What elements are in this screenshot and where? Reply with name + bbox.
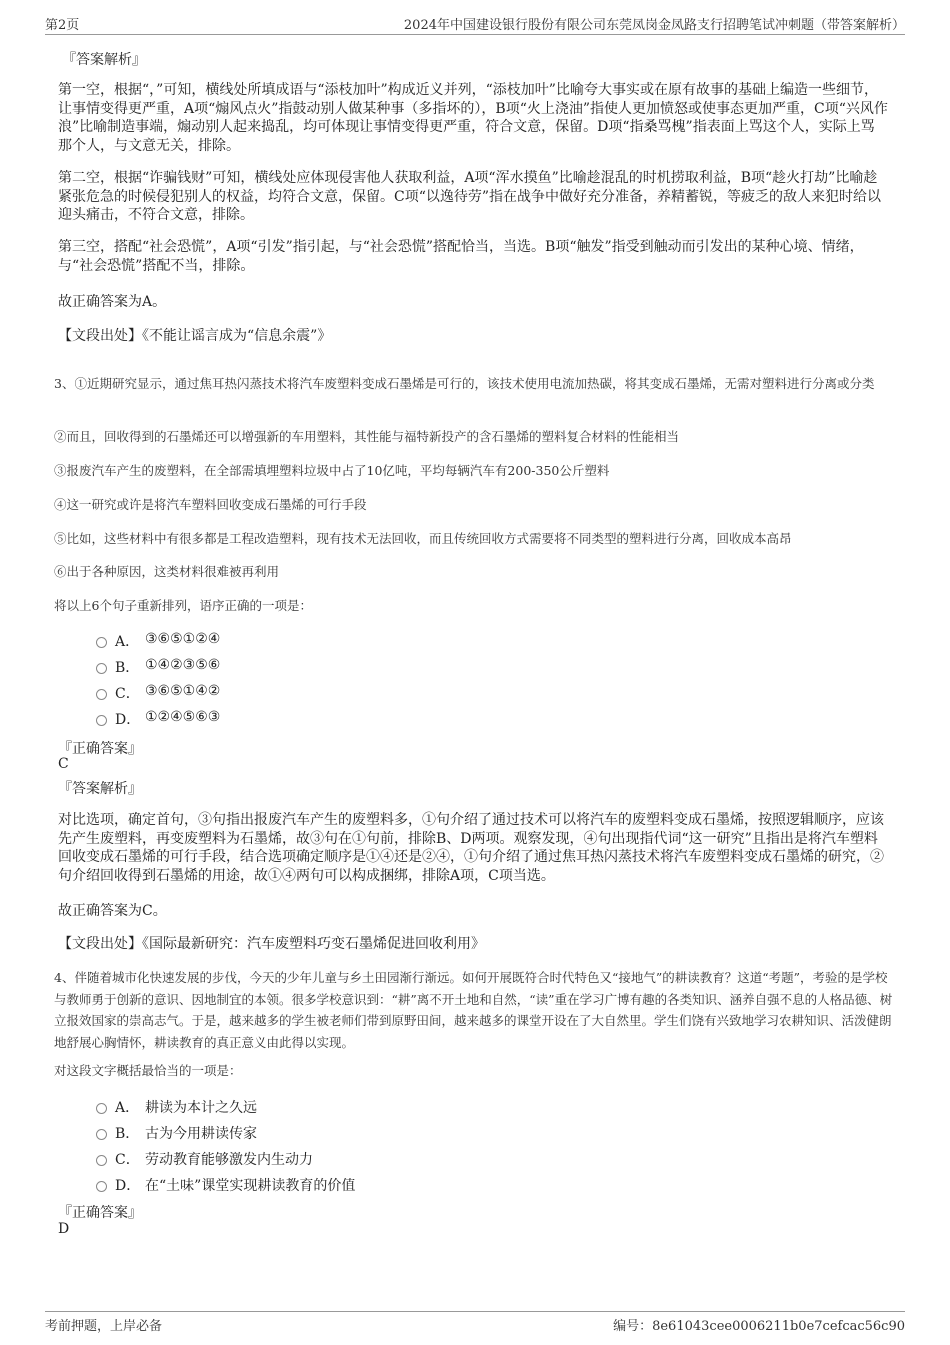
option-letter: D． <box>115 1178 141 1194</box>
radio-icon[interactable] <box>96 663 107 674</box>
radio-icon[interactable] <box>96 1155 107 1166</box>
page-number: 第2页 <box>45 18 80 33</box>
source-citation: 【文段出处】《国际最新研究：汽车废塑料巧变石墨烯促进回收利用》 <box>58 936 485 952</box>
page-header <box>45 14 905 35</box>
option-text: ③⑥⑤①④② <box>145 683 221 699</box>
question-sentence: ④这一研究或许是将汽车塑料回收变成石墨烯的可行手段 <box>54 497 367 512</box>
question-sentence: 3、①近期研究显示，通过焦耳热闪蒸技术将汽车废塑料变成石墨烯是可行的，该技术使用电流加热碳，将其变成石墨烯，无需对塑料进行分离或分类 <box>54 376 875 391</box>
analysis-paragraph: 第二空，根据“诈骗钱财”可知，横线处应体现侵害他人获取利益，A项“浑水摸鱼”比喻趁混乱的时机捞取利益，B项“趁火打劫”比喻趁紧张危急的时候侵犯别人的权益，均符合文意，保留。C项“以逸待劳”指在战争中做好充分准备，养精蓄锐，等疲乏的敌人来犯时给以迎头痛击，不符合文意，排除。 <box>58 170 882 223</box>
radio-icon[interactable] <box>96 1181 107 1192</box>
option-letter: C． <box>115 686 140 702</box>
correct-answer-label: 『正确答案』 <box>58 1205 142 1221</box>
analysis-label: 『答案解析』 <box>58 781 142 797</box>
option-text: ①②④⑤⑥③ <box>145 709 221 725</box>
correct-answer-label: 『正确答案』 <box>58 741 142 757</box>
footer-slogan: 考前押题，上岸必备 <box>45 1319 163 1334</box>
question-prompt: 对这段文字概括最恰当的一项是： <box>54 1063 242 1078</box>
option-text: ①④②③⑤⑥ <box>145 657 221 673</box>
question-sentence: ③报废汽车产生的废塑料，在全部需填埋塑料垃圾中占了10亿吨，平均每辆汽车有200-350公斤塑料 <box>54 463 610 478</box>
option-text: 劳动教育能够激发内生动力 <box>145 1152 313 1168</box>
correct-answer: C <box>58 756 69 772</box>
radio-icon[interactable] <box>96 715 107 726</box>
document-title: 2024年中国建设银行股份有限公司东莞凤岗金凤路支行招聘笔试冲刺题（带答案解析） <box>403 18 905 33</box>
source-citation: 【文段出处】《不能让谣言成为“信息余震”》 <box>58 328 332 344</box>
analysis-paragraph: 第三空，搭配“社会恐慌”，A项“引发”指引起，与“社会恐慌”搭配恰当，当选。B项“触发”指受到触动而引发出的某种心境、情绪，与“社会恐慌”搭配不当，排除。 <box>58 239 864 274</box>
page-footer <box>45 1311 905 1336</box>
option-text: 古为今用耕读传家 <box>145 1126 257 1142</box>
question-sentence: ⑤比如，这些材料中有很多都是工程改造塑料，现有技术无法回收，而且传统回收方式需要将不同类型的塑料进行分离，回收成本高昂 <box>54 531 792 546</box>
question-sentence: ⑥出于各种原因，这类材料很难被再利用 <box>54 564 280 579</box>
radio-icon[interactable] <box>96 1103 107 1114</box>
option-letter: D． <box>115 712 141 728</box>
question-passage: 4、伴随着城市化快速发展的步伐，今天的少年儿童与乡土田园渐行渐远。如何开展既符合时代特色又“接地气”的耕读教育？这道“考题”，考验的是学校与教师勇于创新的意识、因地制宜的本领。很多学校意识到：“耕”离不开土地和自然，“读”重在学习广博有趣的各类知识、涵养自强不息的人格品德、树立报效国家的崇高志气。于是，越来越多的学生被老师们带到原野田间，越来越多的课堂开设在了大自然里。学生们饶有兴致地学习农耕知识、活泼健朗地舒展心胸情怀，耕读教育的真正意义由此得以实现。 <box>54 970 893 1050</box>
option-text: ③⑥⑤①②④ <box>145 631 221 647</box>
analysis-label: 『答案解析』 <box>62 52 146 68</box>
correct-answer: D <box>58 1221 70 1237</box>
radio-icon[interactable] <box>96 1129 107 1140</box>
option-letter: C． <box>115 1152 140 1168</box>
analysis-paragraph: 第一空，根据“，”可知，横线处所填成语与“添枝加叶”构成近义并列，“添枝加叶”比喻夸大事实或在原有故事的基础上编造一些细节，让事情变得更严重，A项“煽风点火”指鼓动别人做某种事（多指坏的），B项“火上浇油”指使人更加愤怒或使事态更加严重，C项“兴风作浪”比喻制造事端，煽动别人起来捣乱，均可体现让事情变得更严重，符合文意，保留。D项“指桑骂槐”指表面上骂这个人，实际上骂那个人，与文意无关，排除。 <box>58 82 888 154</box>
question-prompt: 将以上6个句子重新排列，语序正确的一项是： <box>54 598 312 613</box>
option-letter: B． <box>115 660 140 676</box>
option-letter: A． <box>115 634 140 650</box>
option-letter: A． <box>115 1100 140 1116</box>
question-sentence: ②而且，回收得到的石墨烯还可以增强新的车用塑料，其性能与福特新投产的含石墨烯的塑料复合材料的性能相当 <box>54 429 680 444</box>
option-text: 耕读为本计之久远 <box>145 1100 257 1116</box>
document-id: 编号：8e61043cee0006211b0e7cefcac56c90 <box>613 1319 905 1334</box>
answer-conclusion: 故正确答案为A。 <box>58 294 167 310</box>
answer-conclusion: 故正确答案为C。 <box>58 903 167 919</box>
radio-icon[interactable] <box>96 689 107 700</box>
option-letter: B． <box>115 1126 140 1142</box>
analysis-paragraph: 对比选项，确定首句，③句指出报废汽车产生的废塑料多，①句介绍了通过技术可以将汽车的废塑料变成石墨烯，按照逻辑顺序，应该先产生废塑料，再变废塑料为石墨烯，故③句在①句前，排除B、D两项。观察发现，④句出现指代词“这一研究”且指出是将汽车塑料回收变成石墨烯的可行手段，结合选项确定顺序是①④还是②④，①句介绍了通过焦耳热闪蒸技术将汽车废塑料变成石墨烯的研究，②句介绍回收得到石墨烯的用途，故①④两句可以构成捆绑，排除A项，C项当选。 <box>58 812 884 884</box>
radio-icon[interactable] <box>96 637 107 648</box>
option-text: 在“土味”课堂实现耕读教育的价值 <box>145 1178 356 1194</box>
